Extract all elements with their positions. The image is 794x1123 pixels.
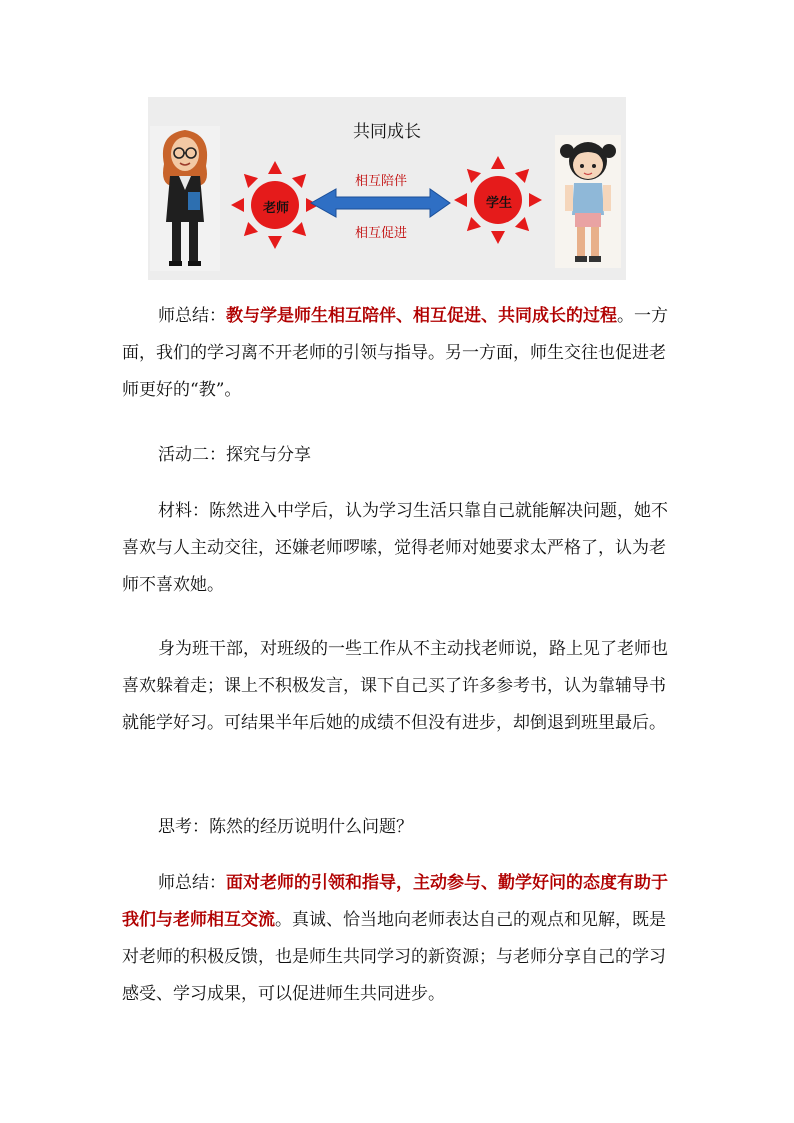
growth-diagram bbox=[148, 97, 626, 280]
paragraph-question: 思考：陈然的经历说明什么问题？ bbox=[158, 817, 413, 837]
student-label: 学生 bbox=[485, 196, 512, 211]
summary-lead: 师总结： bbox=[158, 306, 226, 326]
summary2-lead: 师总结： bbox=[158, 873, 226, 893]
paragraph-material: 材料：陈然进入中学后，认为学习生活只靠自己就能解决问题，她不喜欢与人主动交往，还嫌老师啰嗦，觉得老师对她要求太严格了，认为老师不喜欢她。 bbox=[122, 501, 668, 595]
double-arrow-icon bbox=[311, 189, 450, 217]
teacher-label: 老师 bbox=[262, 201, 289, 216]
diagram-title: 共同成长 bbox=[353, 122, 421, 142]
summary-rest: 。一方面，我们的学习离不开老师的引领与指导。另一方面，师生交往也促进老师更好的“教”。 bbox=[122, 306, 668, 400]
summary2-rest: 。真诚、恰当地向老师表达自己的观点和见解，既是对老师的积极反馈，也是师生共同学习的新资源；与老师分享自己的学习感受、学习成果，可以促进师生共同进步。 bbox=[122, 910, 666, 1004]
paragraph-summary-2 bbox=[122, 865, 682, 1013]
paragraph-story: 身为班干部，对班级的一些工作从不主动找老师说，路上见了老师也喜欢躲着走；课上不积极发言，课下自己买了许多参考书，认为靠辅导书就能学好习。可结果半年后她的成绩不但没有进步，却倒退到班里最后。 bbox=[122, 639, 668, 733]
paragraph-summary-1 bbox=[122, 298, 682, 409]
arrow-label-bottom: 相互促进 bbox=[354, 226, 407, 241]
summary-highlight: 教与学是师生相互陪伴、相互促进、共同成长的过程 bbox=[226, 306, 617, 326]
summary2-highlight: 面对老师的引领和指导，主动参与、勤学好问的态度有助于我们与老师相互交流 bbox=[122, 873, 668, 930]
activity-heading: 活动二：探究与分享 bbox=[158, 445, 311, 465]
arrow-label-top: 相互陪伴 bbox=[354, 174, 407, 189]
